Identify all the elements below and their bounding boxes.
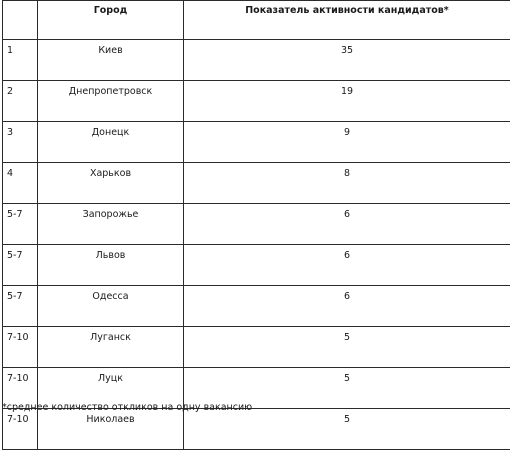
header-rank bbox=[3, 1, 38, 40]
score-cell: 6 bbox=[184, 245, 510, 286]
score-cell: 5 bbox=[184, 409, 510, 450]
rank-cell: 5-7 bbox=[3, 204, 38, 245]
rank-cell: 3 bbox=[3, 122, 38, 163]
table-row bbox=[3, 163, 510, 204]
score-cell: 5 bbox=[184, 327, 510, 368]
city-cell: Луганск bbox=[38, 327, 184, 368]
table-row bbox=[3, 40, 510, 81]
score-cell: 6 bbox=[184, 286, 510, 327]
score-cell: 19 bbox=[184, 81, 510, 122]
rank-cell: 7-10 bbox=[3, 327, 38, 368]
score-cell: 6 bbox=[184, 204, 510, 245]
city-activity-table bbox=[2, 0, 510, 450]
table-row bbox=[3, 245, 510, 286]
header-activity: Показатель активности кандидатов* bbox=[184, 1, 510, 40]
city-cell: Николаев bbox=[38, 409, 184, 450]
city-cell: Киев bbox=[38, 40, 184, 81]
rank-cell: 1 bbox=[3, 40, 38, 81]
table-row bbox=[3, 204, 510, 245]
table-row bbox=[3, 409, 510, 450]
table-row bbox=[3, 286, 510, 327]
city-cell: Луцк bbox=[38, 368, 184, 409]
rank-cell: 4 bbox=[3, 163, 38, 204]
rank-cell: 2 bbox=[3, 81, 38, 122]
city-cell: Одесса bbox=[38, 286, 184, 327]
score-cell: 5 bbox=[184, 368, 510, 409]
score-cell: 8 bbox=[184, 163, 510, 204]
city-cell: Днепропетровск bbox=[38, 81, 184, 122]
city-cell: Запорожье bbox=[38, 204, 184, 245]
score-cell: 9 bbox=[184, 122, 510, 163]
header-city: Город bbox=[38, 1, 184, 40]
city-cell: Харьков bbox=[38, 163, 184, 204]
rank-cell: 5-7 bbox=[3, 286, 38, 327]
city-cell: Львов bbox=[38, 245, 184, 286]
table-row bbox=[3, 81, 510, 122]
table-row bbox=[3, 122, 510, 163]
rank-cell: 5-7 bbox=[3, 245, 38, 286]
score-cell: 35 bbox=[184, 40, 510, 81]
table-row bbox=[3, 327, 510, 368]
rank-cell: 7-10 bbox=[3, 409, 38, 450]
footnote: *среднее количество откликов на одну вакансию bbox=[2, 402, 252, 413]
city-cell: Донецк bbox=[38, 122, 184, 163]
rank-cell: 7-10 bbox=[3, 368, 38, 409]
table-header-row bbox=[3, 1, 510, 40]
